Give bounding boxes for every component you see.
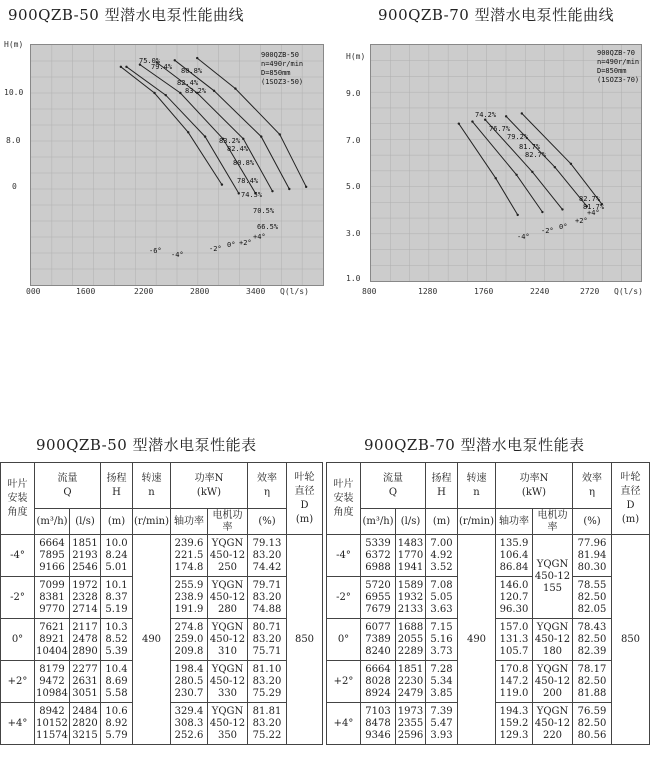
cell-head: 10.0 8.24 5.01 (101, 535, 133, 577)
series-line (157, 63, 273, 192)
cell-q-m3h: 7621 8921 10404 (35, 619, 70, 661)
hdr-shaft-power: 轴功率 (496, 509, 533, 535)
table50-title: 900QZB-50 型潜水电泵性能表 (36, 436, 257, 454)
chart50-title: 900QZB-50 型潜水电泵性能曲线 (8, 6, 245, 24)
cell-head: 7.28 5.34 3.85 (426, 661, 458, 703)
chart70-legend-line: 900QZB-70 (597, 49, 635, 57)
eff-label: 82.4% (227, 145, 249, 153)
cell-angle: +2° (1, 661, 35, 703)
chart70-xtick: 1280 (418, 287, 438, 296)
chart50-ytick: 10.0 (4, 88, 24, 97)
hdr-impeller: 叶轮 直径 D (m) (287, 463, 323, 535)
chart50-legend (261, 51, 303, 87)
data-point (120, 66, 122, 68)
data-point (174, 59, 176, 61)
angle-label: -4° (171, 251, 184, 259)
cell-q-m3h: 6664 8028 8924 (361, 661, 396, 703)
data-point (165, 94, 167, 96)
data-point (515, 174, 517, 176)
cell-speed: 490 (458, 535, 496, 745)
angle-label: -4° (517, 233, 530, 241)
chart70-xtick: 1760 (474, 287, 494, 296)
hdr-power: 功率N (kW) (496, 463, 573, 509)
cell-head: 10.3 8.52 5.39 (101, 619, 133, 661)
cell-eff: 78.17 82.50 81.88 (573, 661, 612, 703)
chart50-legend-line: n=490r/min (261, 60, 304, 68)
chart70-xtick: 800 (362, 287, 377, 296)
data-point (204, 135, 206, 137)
hdr-speed: 转速 n (458, 463, 496, 509)
eff-label: 75.0% (139, 57, 161, 65)
data-point (260, 135, 262, 137)
chart70-legend-line: n=490r/min (597, 58, 640, 66)
hdr-speed-unit: (r/min) (133, 509, 171, 535)
chart50-plot (30, 44, 324, 286)
chart50-xtick: 2800 (190, 287, 210, 296)
cell-angle: -4° (327, 535, 361, 577)
chart70-ytick: 5.0 (346, 182, 361, 191)
chart70-xtick: 2240 (530, 287, 550, 296)
chart70-legend-line: (1SOZ3-70) (597, 76, 640, 84)
eff-label: 76.7% (489, 125, 511, 133)
cell-angle: +4° (327, 703, 361, 745)
chart70-legend-line: D=850mm (597, 67, 627, 75)
data-point (242, 138, 244, 140)
chart50-xtick: 000 (26, 287, 41, 296)
table-row (1, 535, 323, 577)
cell-head: 7.08 5.05 3.63 (426, 577, 458, 619)
cell-motor: YQGN 450-12 330 (208, 661, 248, 703)
chart50-legend-line: D=850mm (261, 69, 291, 77)
cell-impeller: 850 (287, 535, 323, 745)
hdr-flow-ls: (l/s) (70, 509, 101, 535)
cell-q-ls: 1851 2230 2479 (396, 661, 426, 703)
cell-angle: -2° (327, 577, 361, 619)
angle-label: 0° (559, 223, 568, 231)
cell-eff: 77.96 81.94 80.30 (573, 535, 612, 577)
hdr-flow-m3h: (m³/h) (361, 509, 396, 535)
eff-label: 81.7% (519, 143, 541, 151)
cell-motor: YQGN 450-12 155 (533, 535, 573, 619)
chart70-plot (370, 44, 642, 282)
data-point (458, 122, 460, 124)
eff-label: 70.5% (253, 207, 275, 215)
hdr-flow-ls: (l/s) (396, 509, 426, 535)
series-line (506, 116, 587, 206)
eff-label: 74.5% (241, 191, 263, 199)
cell-eff: 81.10 83.20 75.29 (248, 661, 287, 703)
hdr-motor-power: 电机功率 (533, 509, 573, 535)
hdr-eff-unit: (%) (248, 509, 287, 535)
data-point (561, 208, 563, 210)
cell-eff: 79.71 83.20 74.88 (248, 577, 287, 619)
eff-label: 74.2% (475, 111, 497, 119)
cell-shaft: 157.0 131.3 105.7 (496, 619, 533, 661)
cell-head: 10.4 8.69 5.58 (101, 661, 133, 703)
cell-q-ls: 1688 2055 2289 (396, 619, 426, 661)
hdr-eff: 效率 η (573, 463, 612, 509)
data-point (213, 90, 215, 92)
hdr-blade: 叶片 安装 角度 (1, 463, 35, 535)
cell-angle: -4° (1, 535, 35, 577)
angle-label: -6° (149, 247, 162, 255)
cell-shaft: 255.9 238.9 191.9 (171, 577, 208, 619)
data-point (196, 57, 198, 59)
cell-motor: YQGN 450-12 180 (533, 619, 573, 661)
chart50-ytick: 0 (12, 182, 17, 191)
table70-title: 900QZB-70 型潜水电泵性能表 (364, 436, 585, 454)
data-point (471, 120, 473, 122)
eff-label: 79.2% (507, 133, 529, 141)
hdr-motor-power: 电机功率 (208, 509, 248, 535)
angle-label: +2° (575, 217, 588, 225)
chart50-ytick: 8.0 (6, 136, 21, 145)
cell-head: 10.1 8.37 5.19 (101, 577, 133, 619)
cell-impeller: 850 (612, 535, 650, 745)
cell-angle: 0° (327, 619, 361, 661)
eff-label: 81.7% (583, 203, 605, 211)
chart50-xlabel: Q(l/s) (280, 287, 309, 296)
hdr-impeller: 叶轮 直径 D (m) (612, 463, 650, 535)
cell-q-m3h: 5720 6955 7679 (361, 577, 396, 619)
data-point (305, 186, 307, 188)
cell-eff: 76.59 82.50 80.56 (573, 703, 612, 745)
cell-head: 10.6 8.92 5.79 (101, 703, 133, 745)
angle-label: -2° (209, 245, 222, 253)
table70 (326, 462, 650, 745)
cell-angle: +4° (1, 703, 35, 745)
data-point (554, 166, 556, 168)
cell-q-ls: 1483 1770 1941 (396, 535, 426, 577)
angle-label: 0° (227, 241, 236, 249)
cell-angle: +2° (327, 661, 361, 703)
cell-motor: YQGN 450-12 220 (533, 703, 573, 745)
data-point (505, 115, 507, 117)
hdr-shaft-power: 轴功率 (171, 509, 208, 535)
chart70-ytick: 1.0 (346, 274, 361, 283)
hdr-eff: 效率 η (248, 463, 287, 509)
eff-label: 82.7% (525, 151, 547, 159)
data-point (187, 131, 189, 133)
hdr-head: 扬程 H (101, 463, 133, 509)
chart70-xlabel: Q(l/s) (614, 287, 643, 296)
data-point (517, 214, 519, 216)
cell-shaft: 170.8 147.2 119.0 (496, 661, 533, 703)
cell-q-ls: 1589 1932 2133 (396, 577, 426, 619)
cell-shaft: 198.4 280.5 230.7 (171, 661, 208, 703)
chart50-xtick: 1600 (76, 287, 96, 296)
cell-head: 7.39 5.47 3.93 (426, 703, 458, 745)
chart50-legend-line: 900QZB-50 (261, 51, 299, 59)
eff-label: 79.4% (151, 63, 173, 71)
eff-label: 66.5% (257, 223, 279, 231)
cell-q-ls: 1973 2355 2596 (396, 703, 426, 745)
chart70-legend (597, 49, 639, 85)
cell-eff: 78.43 82.50 82.39 (573, 619, 612, 661)
cell-angle: -2° (1, 577, 35, 619)
cell-shaft: 146.0 120.7 96.30 (496, 577, 533, 619)
data-point (238, 192, 240, 194)
cell-shaft: 274.8 259.0 209.8 (171, 619, 208, 661)
hdr-flow-m3h: (m³/h) (35, 509, 70, 535)
data-point (521, 112, 523, 114)
cell-eff: 78.55 82.50 82.05 (573, 577, 612, 619)
hdr-flow: 流量 Q (361, 463, 426, 509)
hdr-head: 扬程 H (426, 463, 458, 509)
chart50-legend-line: (1SOZ3-50) (261, 78, 304, 86)
cell-eff: 79.13 83.20 74.42 (248, 535, 287, 577)
angle-label: +4° (587, 209, 600, 217)
data-point (234, 87, 236, 89)
data-point (531, 171, 533, 173)
cell-speed: 490 (133, 535, 171, 745)
chart70-ytick: 3.0 (346, 229, 361, 238)
hdr-speed-unit: (r/min) (458, 509, 496, 535)
angle-label: -2° (541, 227, 554, 235)
cell-q-m3h: 5339 6372 6988 (361, 535, 396, 577)
cell-head: 7.00 4.92 3.52 (426, 535, 458, 577)
data-point (570, 163, 572, 165)
chart70-ylabel: H(m) (346, 52, 366, 61)
chart50-ylabel: H(m) (4, 40, 24, 49)
cell-motor: YQGN 450-12 350 (208, 703, 248, 745)
data-point (541, 211, 543, 213)
hdr-head-unit: (m) (101, 509, 133, 535)
eff-label: 82.4% (177, 79, 199, 87)
cell-shaft: 329.4 308.3 252.6 (171, 703, 208, 745)
chart70-ytick: 9.0 (346, 89, 361, 98)
cell-motor: YQGN 450-12 280 (208, 577, 248, 619)
eff-label: 78.4% (237, 177, 259, 185)
table50 (0, 462, 323, 745)
cell-motor: YQGN 450-12 310 (208, 619, 248, 661)
angle-label: +4° (253, 233, 266, 241)
data-point (495, 177, 497, 179)
data-point (125, 66, 127, 68)
cell-q-m3h: 7099 8381 9770 (35, 577, 70, 619)
eff-label: 82.7% (579, 195, 601, 203)
table-row (327, 535, 650, 577)
hdr-speed: 转速 n (133, 463, 171, 509)
chart50-xtick: 2200 (134, 287, 154, 296)
eff-label: 80.8% (181, 67, 203, 75)
cell-q-ls: 1972 2328 2714 (70, 577, 101, 619)
hdr-blade: 叶片 安装 角度 (327, 463, 361, 535)
eff-label: 83.2% (185, 87, 207, 95)
data-point (221, 183, 223, 185)
cell-shaft: 194.3 159.2 129.3 (496, 703, 533, 745)
cell-angle: 0° (1, 619, 35, 661)
angle-label: +2° (239, 239, 252, 247)
data-point (153, 92, 155, 94)
cell-q-ls: 2484 2820 3215 (70, 703, 101, 745)
chart50-xtick: 3400 (246, 287, 266, 296)
cell-q-m3h: 6664 7895 9166 (35, 535, 70, 577)
cell-shaft: 239.6 221.5 174.8 (171, 535, 208, 577)
hdr-head-unit: (m) (426, 509, 458, 535)
hdr-power: 功率N (kW) (171, 463, 248, 509)
cell-q-m3h: 6077 7389 8240 (361, 619, 396, 661)
cell-eff: 80.71 83.20 75.71 (248, 619, 287, 661)
cell-q-m3h: 8942 10152 11574 (35, 703, 70, 745)
data-point (279, 133, 281, 135)
data-point (288, 188, 290, 190)
hdr-eff-unit: (%) (573, 509, 612, 535)
chart70-ytick: 7.0 (346, 136, 361, 145)
cell-q-m3h: 7103 8478 9346 (361, 703, 396, 745)
chart70-title: 900QZB-70 型潜水电泵性能曲线 (378, 6, 615, 24)
data-point (271, 190, 273, 192)
cell-shaft: 135.9 106.4 86.84 (496, 535, 533, 577)
cell-q-m3h: 8179 9472 10984 (35, 661, 70, 703)
cell-q-ls: 2117 2478 2890 (70, 619, 101, 661)
data-point (179, 92, 181, 94)
eff-label: 83.2% (219, 137, 241, 145)
cell-motor: YQGN 450-12 200 (533, 661, 573, 703)
cell-q-ls: 1851 2193 2546 (70, 535, 101, 577)
chart70-xtick: 2720 (580, 287, 600, 296)
cell-head: 7.15 5.16 3.73 (426, 619, 458, 661)
hdr-flow: 流量 Q (35, 463, 101, 509)
cell-motor: YQGN 450-12 250 (208, 535, 248, 577)
cell-q-ls: 2277 2631 3051 (70, 661, 101, 703)
cell-eff: 81.81 83.20 75.22 (248, 703, 287, 745)
eff-label: 80.8% (233, 159, 255, 167)
